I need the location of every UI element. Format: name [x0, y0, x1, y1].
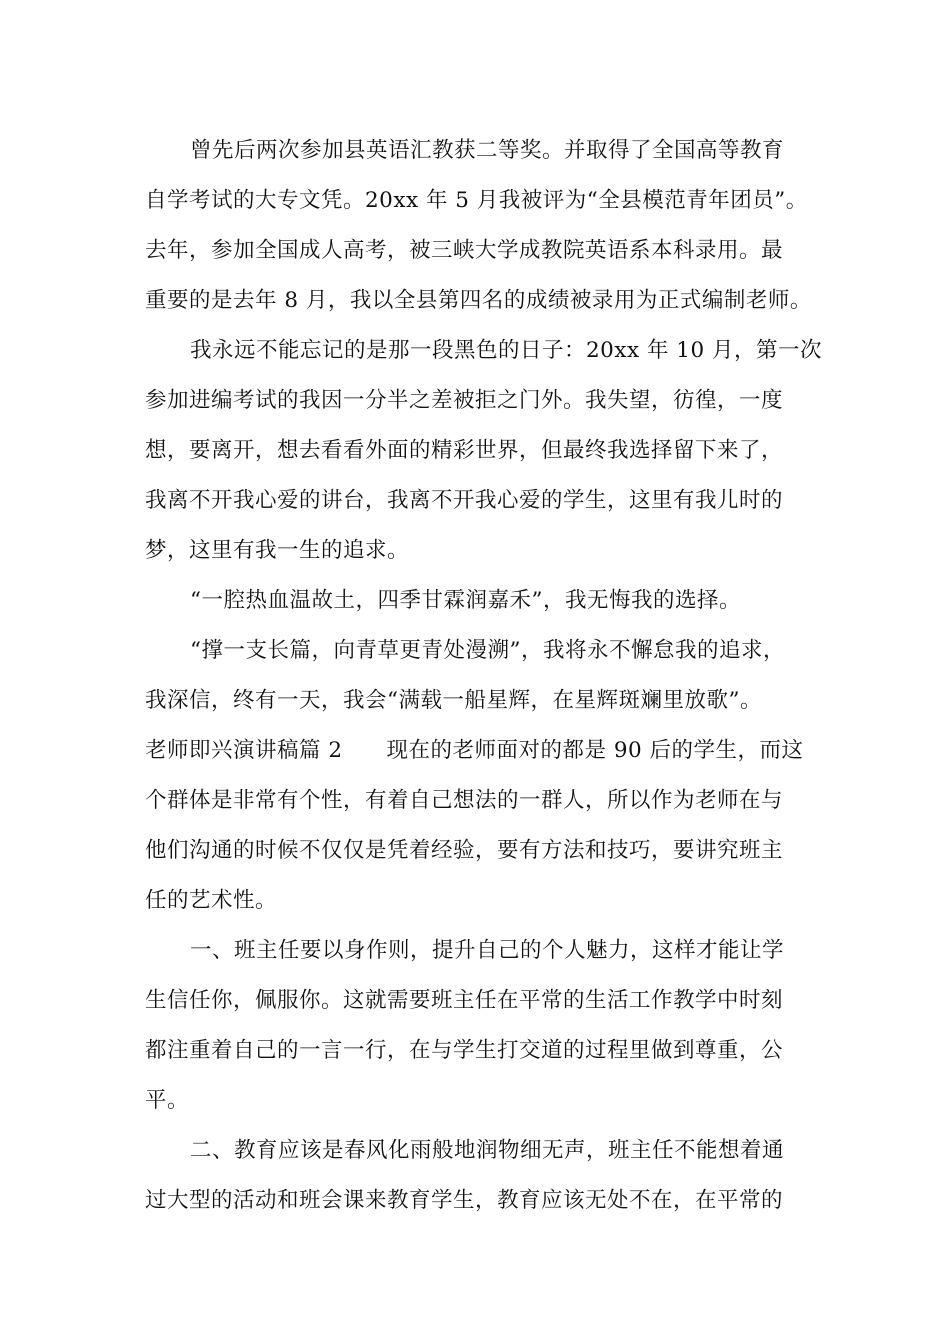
text-line: 都注重着自己的一言一行，在与学生打交道的过程里做到尊重，公 [145, 1038, 784, 1063]
text-line: 过大型的活动和班会课来教育学生，教育应该无处不在，在平常的 [145, 1188, 784, 1213]
text-line: 二、教育应该是春风化雨般地润物细无声，班主任不能想着通 [190, 1138, 785, 1163]
text-line: 我离不开我心爱的讲台，我离不开我心爱的学生，这里有我儿时的 [145, 488, 784, 513]
text-line: 我永远不能忘记的是那一段黑色的日子：20xx 年 10 月，第一次 [190, 338, 822, 363]
text-line: 老师即兴演讲稿篇 2 现在的老师面对的都是 90 后的学生，而这 [145, 738, 804, 763]
text-line: 我深信，终有一天，我会“满载一船星辉，在星辉斑斓里放歌”。 [145, 688, 762, 713]
text-line: 曾先后两次参加县英语汇教获二等奖。并取得了全国高等教育 [190, 138, 785, 163]
text-line: 梦，这里有我一生的追求。 [145, 538, 410, 563]
text-line: 去年，参加全国成人高考，被三峡大学成教院英语系本科录用。最 [145, 238, 784, 263]
text-line: 自学考试的大专文凭。20xx 年 5 月我被评为“全县模范青年团员”。 [145, 188, 808, 213]
text-line: 想，要离开，想去看看外面的精彩世界，但最终我选择留下来了， [145, 438, 784, 463]
text-line: 任的艺术性。 [145, 888, 278, 913]
text-line: 生信任你，佩服你。这就需要班主任在平常的生活工作教学中时刻 [145, 988, 784, 1013]
text-line: 个群体是非常有个性，有着自己想法的一群人，所以作为老师在与 [145, 788, 784, 813]
text-line: 参加进编考试的我因一分半之差被拒之门外。我失望，彷徨，一度 [145, 388, 784, 413]
text-line: 一、班主任要以身作则，提升自己的个人魅力，这样才能让学 [190, 938, 785, 963]
text-line: 他们沟通的时候不仅仅是凭着经验，要有方法和技巧，要讲究班主 [145, 838, 784, 863]
text-line: 平。 [145, 1088, 190, 1113]
text-line: “撑一支长篇，向青草更青处漫溯”，我将永不懈怠我的追求， [190, 638, 785, 663]
text-line: “一腔热血温故土，四季甘霖润嘉禾”，我无悔我的选择。 [190, 588, 741, 613]
text-line: 重要的是去年 8 月，我以全县第四名的成绩被录用为正式编制老师。 [145, 288, 812, 313]
